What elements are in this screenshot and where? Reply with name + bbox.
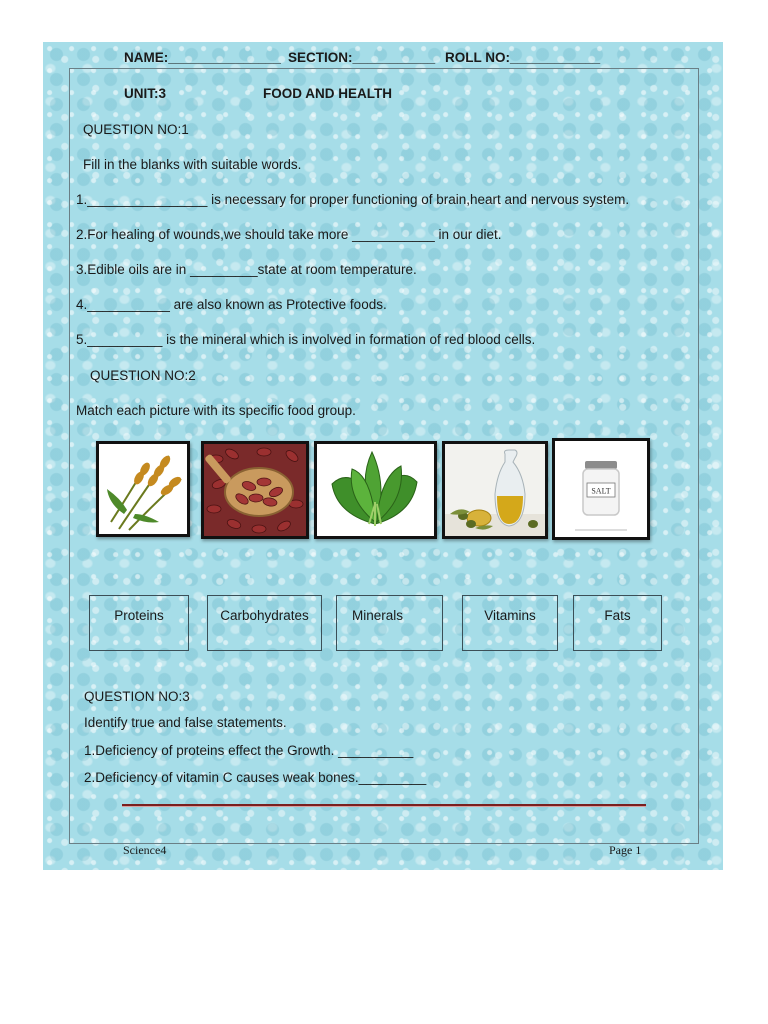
oil-picture[interactable]	[442, 441, 548, 539]
salt-picture[interactable]	[552, 438, 650, 540]
q1-item-5: 5.__________ is the mineral which is involved in formation of red blood cells.	[76, 332, 536, 347]
q2-title: QUESTION NO:2	[90, 368, 196, 383]
wheat-picture[interactable]	[96, 441, 190, 537]
q1-item-2: 2.For healing of wounds,we should take more ___________ in our diet.	[76, 227, 502, 242]
q3-item-1: 1.Deficiency of proteins effect the Growth. __________	[84, 743, 414, 758]
food-group-vitamins[interactable]: Vitamins	[462, 595, 558, 651]
q1-item-3: 3.Edible oils are in _________state at room temperature.	[76, 262, 417, 277]
q1-item-1: 1.________________ is necessary for proper functioning of brain,heart and nervous system.	[76, 192, 630, 207]
q1-instruction: Fill in the blanks with suitable words.	[83, 157, 302, 172]
q3-instruction: Identify true and false statements.	[84, 715, 287, 730]
food-group-minerals[interactable]: Minerals	[336, 595, 443, 651]
footer-subject: Science4	[123, 843, 167, 857]
q3-title: QUESTION NO:3	[84, 689, 190, 704]
footer-divider	[122, 804, 646, 807]
footer-page-number: Page 1	[609, 843, 642, 857]
spinach-picture[interactable]	[314, 441, 437, 539]
food-group-fats[interactable]: Fats	[573, 595, 662, 651]
roll-no-field: ROLL NO:____________	[445, 50, 601, 65]
salt-label: SALT	[591, 486, 611, 496]
kidney-beans-icon	[204, 444, 306, 536]
olive-oil-icon	[445, 444, 545, 536]
section-field: SECTION:___________	[288, 50, 436, 65]
q1-title: QUESTION NO:1	[83, 122, 189, 137]
topic-title: FOOD AND HEALTH	[263, 86, 392, 101]
unit-label: UNIT:3	[124, 86, 167, 101]
food-group-proteins[interactable]: Proteins	[89, 595, 189, 651]
q2-instruction: Match each picture with its specific food group.	[76, 403, 356, 418]
name-field: NAME:_______________	[124, 50, 281, 65]
q1-item-4: 4.___________ are also known as Protective foods.	[76, 297, 387, 312]
q3-item-2: 2.Deficiency of vitamin C causes weak bones._________	[84, 770, 427, 785]
spinach-icon	[317, 444, 434, 536]
beans-picture[interactable]	[201, 441, 309, 539]
wheat-icon	[99, 444, 187, 534]
salt-jar-icon	[555, 441, 647, 537]
food-group-carbohydrates[interactable]: Carbohydrates	[207, 595, 322, 651]
